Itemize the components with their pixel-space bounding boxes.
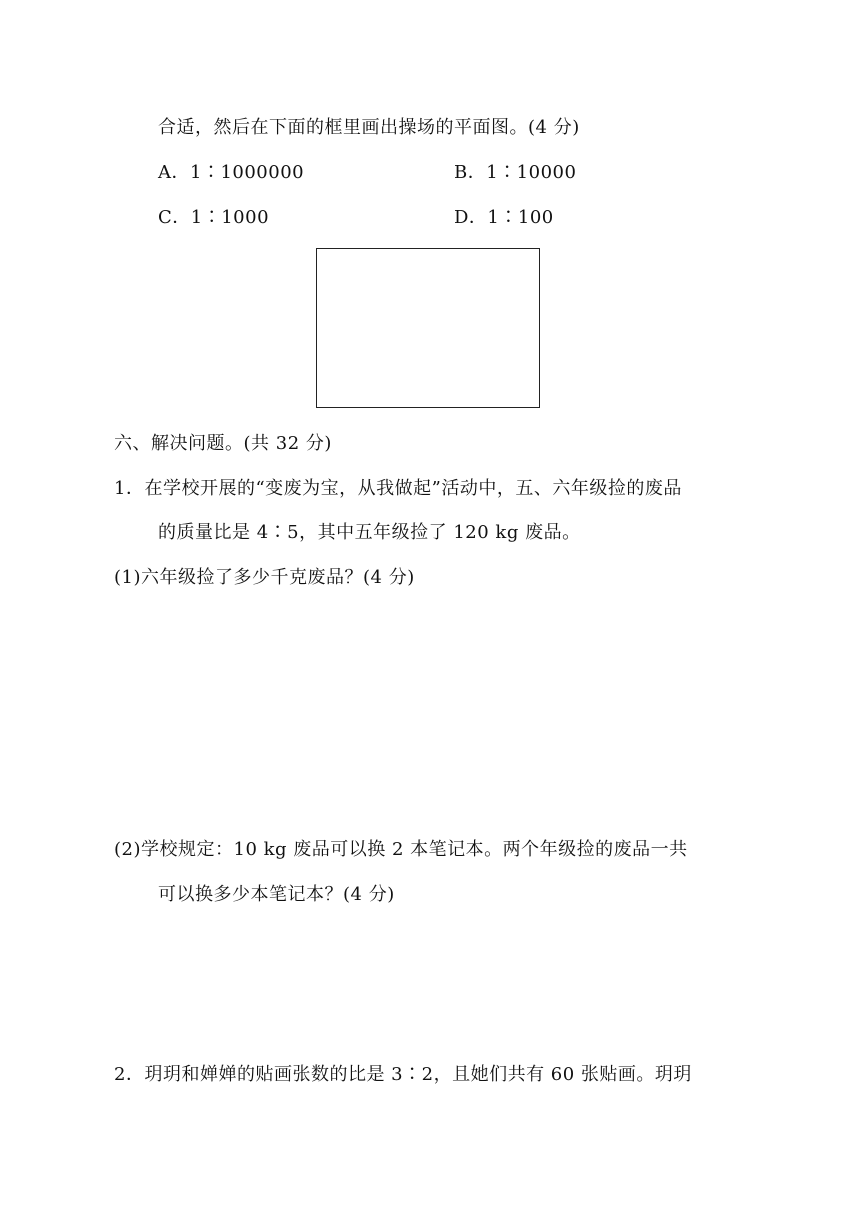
section-six-heading: 六、解决问题。(共 32 分) xyxy=(114,433,332,454)
question-2-line-1: 2．玥玥和婵婵的贴画张数的比是 3∶2，且她们共有 60 张贴画。玥玥 xyxy=(114,1064,692,1085)
question-1-part-1: (1)六年级捡了多少千克废品？(4 分) xyxy=(114,567,415,588)
drawing-answer-box xyxy=(316,248,540,408)
question-1-part-2-line-1: (2)学校规定：10 kg 废品可以换 2 本笔记本。两个年级捡的废品一共 xyxy=(114,839,688,860)
option-d: D．1∶100 xyxy=(454,207,554,228)
intro-tail-line: 合适，然后在下面的框里画出操场的平面图。(4 分) xyxy=(158,117,580,138)
question-1-line-2: 的质量比是 4∶5，其中五年级捡了 120 kg 废品。 xyxy=(158,522,581,543)
option-c: C．1∶1000 xyxy=(158,207,270,228)
option-b: B．1∶10000 xyxy=(454,162,577,183)
question-1-part-2-line-2: 可以换多少本笔记本？(4 分) xyxy=(158,884,395,905)
option-a: A．1∶1000000 xyxy=(158,162,305,183)
question-1-line-1: 1．在学校开展的“变废为宝，从我做起”活动中，五、六年级捡的废品 xyxy=(114,478,682,499)
